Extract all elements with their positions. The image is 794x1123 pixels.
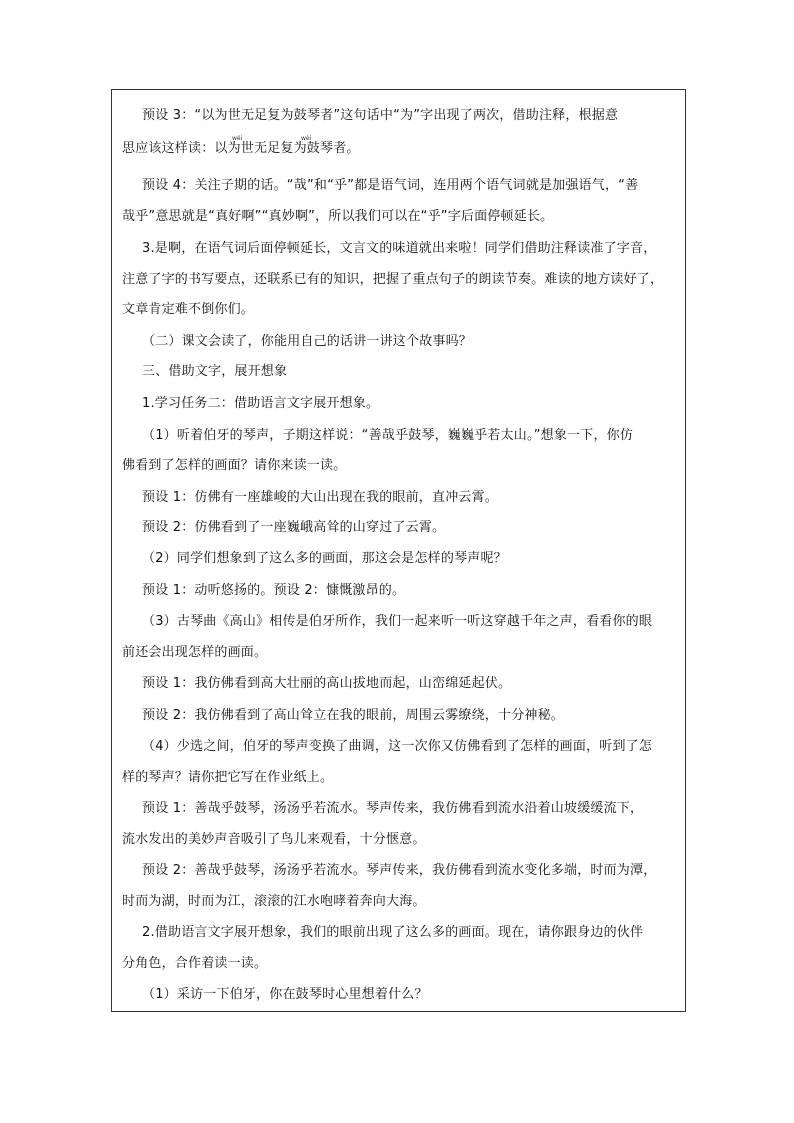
paragraph-line: 预设 3：“以为世无足复为鼓琴者”这句话中“为”字出现了两次，借助注释，根据意 [142,108,619,123]
paragraph-line: 预设 4：关注子期的话。“哉”和“乎”都是语气词，连用两个语气词就是加强语气，“善 [142,178,639,193]
paragraph-line: （2）同学们想象到了这么多的画面，那这会是怎样的琴声呢？ [142,551,507,566]
paragraph-line: 预设 2：我仿佛看到了高山耸立在我的眼前，周围云雾缭绕，十分神秘。 [142,708,565,723]
pinyin-annotation: wèi [301,135,312,142]
paragraph-line: 佛看到了怎样的画面？请你来读一读。 [122,458,347,473]
paragraph-line: 预设 1：动听悠扬的。预设 2：慷慨激昂的。 [142,583,406,598]
paragraph-line: （1）采访一下伯牙，你在鼓琴时心里想着什么？ [142,987,428,1002]
pinyin-annotation: wéi [232,135,243,142]
paragraph-line: （3）古琴曲《高山》相传是伯牙所作，我们一起来听一听这穿越千年之声，看看你的眼 [142,614,653,629]
paragraph-line: 3.是啊，在语气词后面停顿延长，文言文的味道就出来啦！同学们借助注释读准了字音， [142,241,657,256]
paragraph-line: 2.借助语言文字展开想象，我们的眼前出现了这么多的画面。现在，请你跟身边的伙伴 [142,925,644,940]
paragraph-line: 预设 1：我仿佛看到高大壮丽的高山拔地而起，山峦绵延起伏。 [142,676,512,691]
paragraph-line: 预设 1：善哉乎鼓琴，汤汤乎若流水。琴声传来，我仿佛看到流水沿着山坡缓缓流下， [142,801,644,816]
paragraph-line: 前还会出现怎样的画面。 [122,645,268,660]
paragraph-line: 流水发出的美妙声音吸引了鸟儿来观看，十分惬意。 [122,832,426,847]
paragraph-line: 预设 1：仿佛有一座雄峻的大山出现在我的眼前，直冲云霄。 [142,490,499,505]
paragraph-line: （4）少选之间，伯牙的琴声变换了曲调，这一次你又仿佛看到了怎样的画面，听到了怎 [142,739,653,754]
paragraph-line: 1.学习任务二：借助语言文字展开想象。 [142,396,380,411]
paragraph-line: （二）课文会读了，你能用自己的话讲一讲这个故事吗？ [142,334,473,349]
paragraph-line: 注意了字的书写要点，还联系已有的知识，把握了重点句子的朗读节奏。难读的地方读好了， [122,272,664,287]
paragraph-line: 时而为湖，时而为江，滚滚的江水咆哮着奔向大海。 [122,894,426,909]
paragraph-line: （1）听着伯牙的琴声，子期这样说：“善哉乎鼓琴，巍巍乎若太山。”想象一下，你仿 [142,428,634,443]
page-frame [111,89,686,1012]
paragraph-line: 预设 2：仿佛看到了一座巍峨高耸的山穿过了云霄。 [142,520,446,535]
paragraph-line: 分角色，合作着读一读。 [122,956,268,971]
paragraph-line: 哉乎”意思就是“真好啊”“真妙啊”，所以我们可以在“乎”字后面停顿延长。 [122,209,554,224]
paragraph-line: 预设 2：善哉乎鼓琴，汤汤乎若流水。琴声传来，我仿佛看到流水变化多端，时而为潭， [142,863,657,878]
paragraph-line: 文章肯定难不倒你们。 [122,302,255,317]
paragraph-line: 思应该这样读：以为世无足复为鼓琴者。 [122,141,360,156]
section-heading: 三、借助文字，展开想象 [142,364,288,379]
paragraph-line: 样的琴声？请你把它写在作业纸上。 [122,770,334,785]
document-body [112,90,685,1011]
